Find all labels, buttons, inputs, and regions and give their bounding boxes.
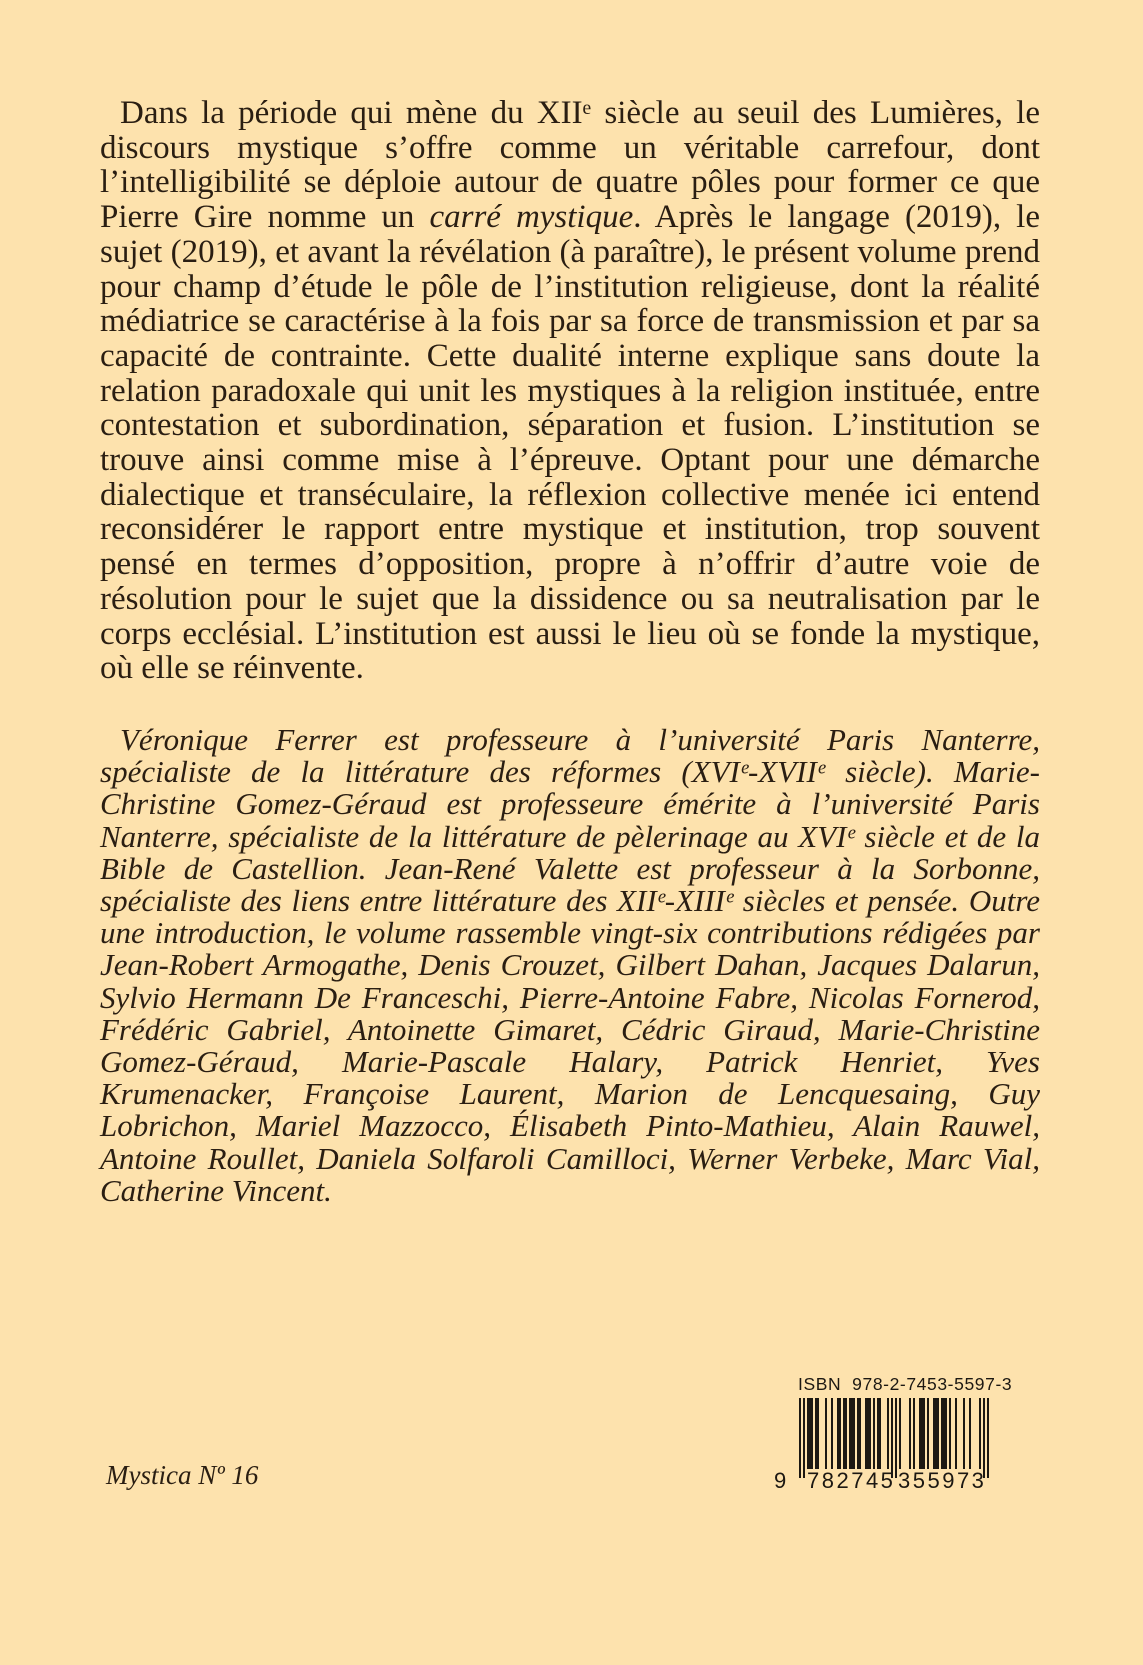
ean13-barcode-icon: [799, 1398, 989, 1478]
synopsis-emphasis-carre-mystique: carré mystique: [429, 199, 634, 236]
barcode-digit-group-2: 355973: [898, 1468, 987, 1493]
synopsis-text-rest: . Après le langage (2019), le sujet (2019), et avant la révélation (à paraître), le présent volume prend pour champ d’étude le pôle de l’institution religieuse, dont la réalité médiatrice se caractérise à la fois par sa force de transmission et par sa capacité de contrainte. Cette dualité interne explique sans doute la relation paradoxale qui unit les mystiques à la religion instituée, entre contestation et subordination, séparation et fusion. L’institution se trouve ainsi comme mise à l’épreuve. Optant pour une démarche dialectique et transéculaire, la réflexion collective menée ici entend reconsidérer le rapport entre mystique et institution, trop souvent pensé en termes d’opposition, propre à n’offrir d’autre voie de résolution pour le sujet que la dissidence ou sa neutralisation par le corps ecclésial. L’institution est aussi le lieu où se fonde la mystique, où elle se réinvente.: [100, 199, 1040, 687]
authors-paragraph: Véronique Ferrer est professeure à l’université Paris Nanterre, spécialiste de la littérature des réformes (XVIᵉ-XVIIᵉ siècle). Marie-Christine Gomez-Géraud est professeure émérite à l’université Paris Nanterre, spécialiste de la littérature de pèlerinage au XVIᵉ siècle et de la Bible de Castellion. Jean-René Valette est professeur à la Sorbonne, spécialiste des liens entre littérature des XIIᵉ-XIIIᵉ siècles et pensée. Outre une introduction, le volume rassemble vingt-six contributions rédigées par Jean-Robert Armogathe, Denis Crouzet, Gilbert Dahan, Jacques Dalarun, Sylvio Hermann De Franceschi, Pierre-Antoine Fabre, Nicolas Fornerod, Frédéric Gabriel, Antoinette Gimaret, Cédric Giraud, Marie-Christine Gomez-Géraud, Marie-Pascale Halary, Patrick Henriet, Yves Krumenacker, Françoise Laurent, Marion de Lencquesaing, Guy Lobrichon, Mariel Mazzocco, Élisabeth Pinto-Mathieu, Alain Rauwel, Antoine Roullet, Daniela Solfaroli Camilloci, Werner Verbeke, Marc Vial, Catherine Vincent.: [100, 722, 1040, 1208]
synopsis-text-lead: Dans la période qui mène du XIIᵉ siècle au seuil des Lumières, le discours mystique s’offre comme un véritable carrefour, dont l’intelligibilité se déploie autour de quatre pôles pour former ce que Pierre Gire nomme un: [100, 95, 1040, 236]
series-label: Mystica Nº 16: [106, 1460, 259, 1490]
barcode-digit-group-1: 782745: [807, 1468, 896, 1493]
isbn-number-label: ISBN 978-2-7453-5597-3: [798, 1374, 1013, 1394]
synopsis-paragraph: [100, 96, 1040, 686]
barcode-digit-lead: 9: [774, 1468, 787, 1493]
